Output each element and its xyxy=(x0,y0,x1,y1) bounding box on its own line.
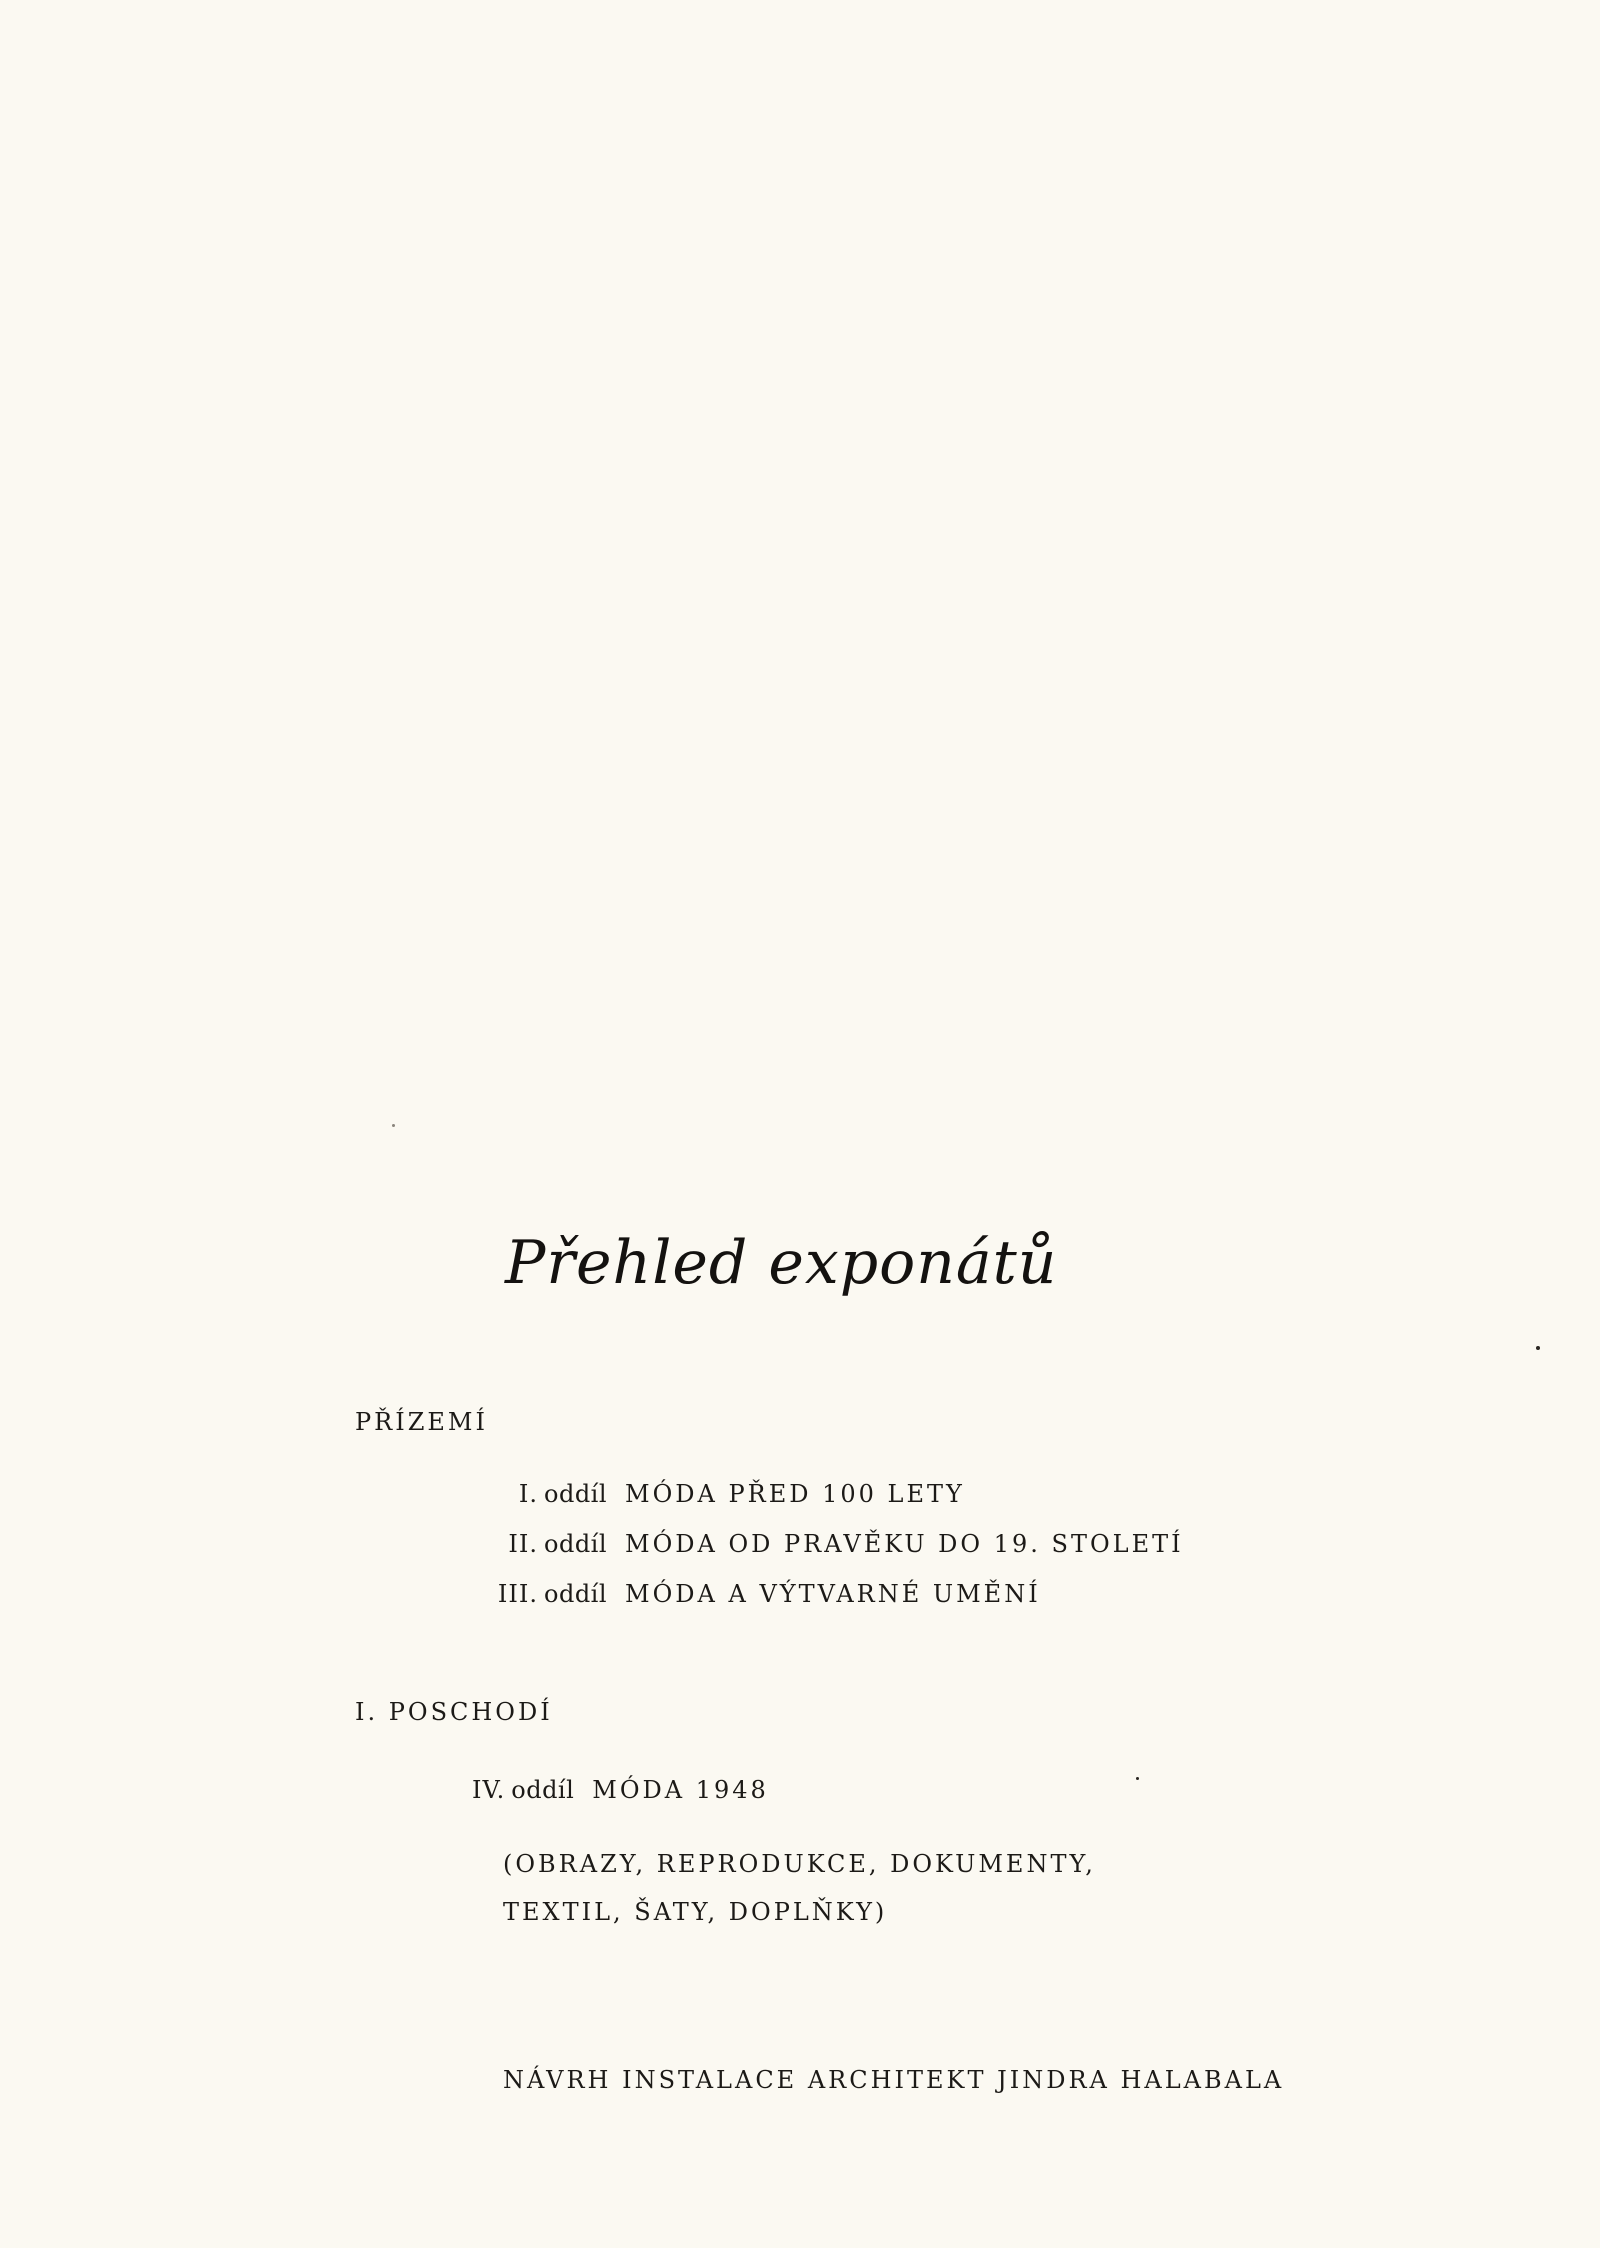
section-row xyxy=(470,1530,1184,1558)
section-number: II. xyxy=(508,1530,538,1558)
section-unit: oddíl xyxy=(544,1580,608,1608)
paper-speck xyxy=(1536,1346,1540,1350)
section-name: MÓDA 1948 xyxy=(592,1776,769,1804)
section-unit: oddíl xyxy=(544,1480,608,1508)
exhibit-note-line: (OBRAZY, REPRODUKCE, DOKUMENTY, xyxy=(503,1850,1096,1878)
section-number: I. xyxy=(518,1480,538,1508)
section-number: IV. xyxy=(472,1776,506,1804)
paper-speck xyxy=(392,1124,395,1127)
section-name: MÓDA OD PRAVĚKU DO 19. STOLETÍ xyxy=(625,1530,1184,1558)
installation-credit: NÁVRH INSTALACE ARCHITEKT JINDRA HALABALA xyxy=(503,2066,1285,2094)
floor-label-ground: PŘÍZEMÍ xyxy=(355,1408,488,1436)
paper-speck xyxy=(1136,1777,1139,1780)
section-number: III. xyxy=(497,1580,538,1608)
section-name: MÓDA PŘED 100 LETY xyxy=(625,1480,965,1508)
section-row xyxy=(472,1776,769,1804)
floor-label-first: I. POSCHODÍ xyxy=(355,1698,553,1726)
section-unit: oddíl xyxy=(511,1776,575,1804)
exhibit-note-line: TEXTIL, ŠATY, DOPLŇKY) xyxy=(503,1898,888,1926)
section-name: MÓDA A VÝTVARNÉ UMĚNÍ xyxy=(625,1580,1041,1608)
section-row xyxy=(470,1580,1041,1608)
section-row xyxy=(470,1480,965,1508)
section-unit: oddíl xyxy=(544,1530,608,1558)
page-title: Přehled exponátů xyxy=(505,1228,1058,1298)
